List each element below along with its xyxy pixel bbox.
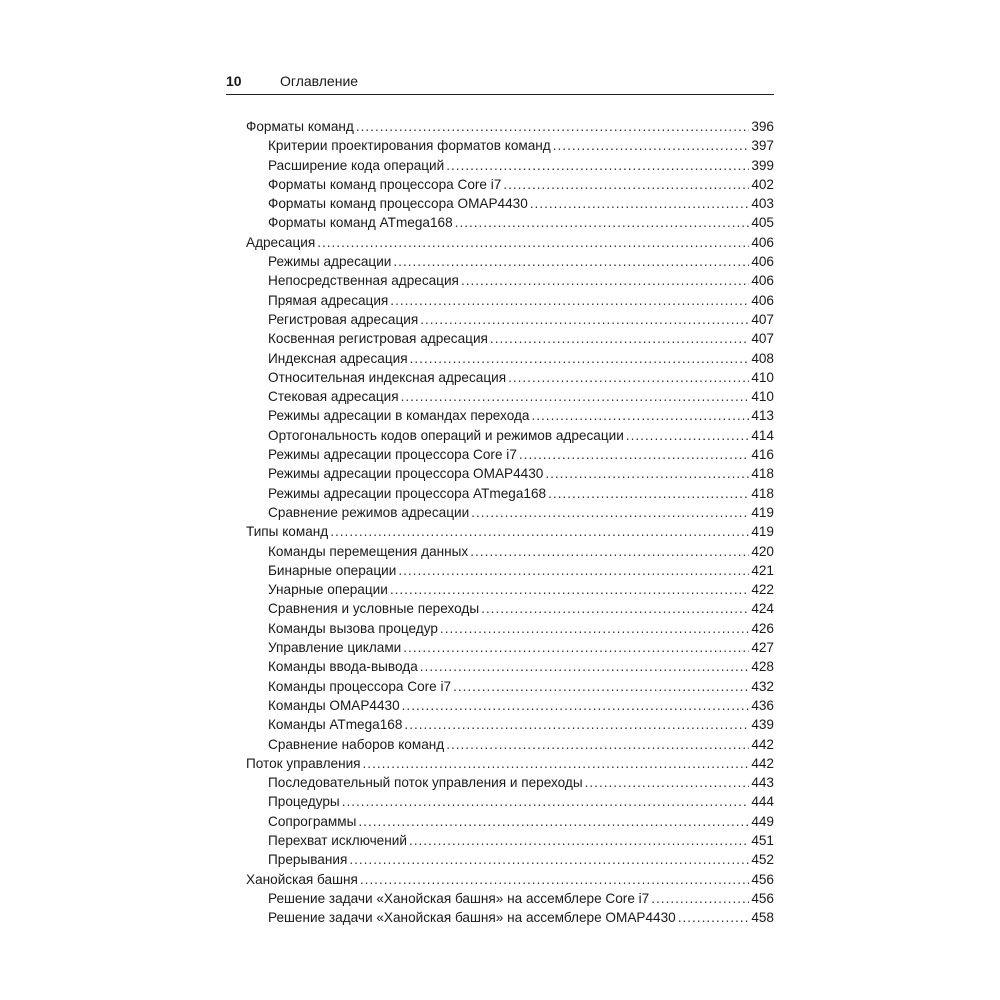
toc-entry-title: Режимы адресации процессора ATmega168 [268, 485, 547, 501]
toc-page-number: 449 [751, 813, 774, 829]
toc-page-number: 432 [751, 678, 774, 694]
dot-leader [553, 136, 750, 155]
dot-leader [342, 792, 750, 811]
toc-subentry [246, 812, 774, 831]
toc-section [246, 870, 774, 928]
dot-leader [420, 657, 750, 676]
toc-subentry [246, 406, 774, 425]
toc-entry-title: Процедуры [268, 794, 340, 810]
toc-page-number: 407 [751, 311, 774, 327]
toc-entry-title: Сравнение режимов адресации [268, 504, 470, 520]
toc-page-number: 444 [751, 794, 774, 810]
toc-page-number: 458 [751, 910, 774, 926]
toc-entry-title: Ханойская башня [246, 871, 358, 887]
dot-leader [409, 831, 749, 850]
toc-page-number: 452 [751, 852, 774, 868]
toc-subentry [246, 175, 774, 194]
dot-leader [410, 349, 750, 368]
toc-subentry [246, 619, 774, 638]
toc-subentry [246, 715, 774, 734]
toc-subentry [246, 213, 774, 232]
toc-entry-title: Решение задачи «Ханойская башня» на ассемблере OMAP4430 [268, 910, 676, 926]
toc-entry-title: Сопрограммы [268, 813, 357, 829]
toc-page-number: 413 [751, 408, 774, 424]
toc-page-number: 410 [751, 389, 774, 405]
dot-leader [519, 445, 749, 464]
toc-page-number: 456 [751, 871, 774, 887]
dot-leader [531, 406, 749, 425]
dot-leader [404, 715, 749, 734]
table-of-contents [246, 117, 774, 927]
toc-subentry [246, 387, 774, 406]
dot-leader [481, 599, 749, 618]
toc-subentry [246, 252, 774, 271]
toc-page-number: 451 [751, 832, 774, 848]
dot-leader [548, 484, 749, 503]
toc-subentry [246, 638, 774, 657]
toc-entry-title: Критерии проектирования форматов команд [268, 138, 551, 154]
dot-leader [490, 329, 749, 348]
running-title: Оглавление [280, 73, 359, 89]
toc-entry-title: Решение задачи «Ханойская башня» на ассемблере Core i7 [268, 890, 650, 906]
toc-page-number: 418 [751, 485, 774, 501]
toc-entry-title: Прямая адресация [268, 292, 389, 308]
dot-leader [403, 638, 749, 657]
toc-entry-title: Команды перемещения данных [268, 543, 469, 559]
toc-subentry [246, 136, 774, 155]
toc-entry-title: Форматы команд процессора OMAP4430 [268, 196, 528, 212]
toc-subentry [246, 773, 774, 792]
dot-leader [585, 773, 750, 792]
toc-page-number: 419 [751, 524, 774, 540]
toc-entry-title: Режимы адресации процессора OMAP4430 [268, 466, 544, 482]
toc-entry-title: Косвенная регистровая адресация [268, 331, 488, 347]
toc-subentry [246, 426, 774, 445]
toc-entry [246, 233, 774, 252]
toc-subentry [246, 908, 774, 927]
toc-page-number: 416 [751, 447, 774, 463]
toc-entry-title: Команды ввода-вывода [268, 659, 418, 675]
toc-page-number: 397 [751, 138, 774, 154]
toc-subentry [246, 329, 774, 348]
toc-entry-title: Сравнения и условные переходы [268, 601, 480, 617]
toc-page-number: 414 [751, 427, 774, 443]
toc-entry-title: Типы команд [246, 524, 329, 540]
toc-page-number: 436 [751, 697, 774, 713]
toc-page-number: 442 [751, 755, 774, 771]
toc-page-number: 418 [751, 466, 774, 482]
toc-page-number: 396 [751, 119, 774, 134]
toc-entry-title: Форматы команд ATmega168 [268, 215, 453, 231]
toc-page-number: 443 [751, 775, 774, 791]
toc-page-number: 439 [751, 717, 774, 733]
toc-entry-title: Относительная индексная адресация [268, 369, 507, 385]
toc-entry-title: Управление циклами [268, 640, 402, 656]
dot-leader [508, 368, 749, 387]
dot-leader [453, 677, 749, 696]
dot-leader [446, 735, 749, 754]
toc-entry-title: Форматы команд процессора Core i7 [268, 176, 502, 192]
dot-leader [393, 252, 749, 271]
toc-subentry [246, 561, 774, 580]
toc-page-number: 408 [751, 350, 774, 366]
dot-leader [420, 310, 749, 329]
toc-entry-title: Унарные операции [268, 582, 388, 598]
toc-page-number: 402 [751, 176, 774, 192]
toc-section [246, 754, 774, 870]
toc-page-number: 406 [751, 254, 774, 270]
toc-entry-title: Последовательный поток управления и переходы [268, 775, 583, 791]
toc-entry-title: Команды процессора Core i7 [268, 678, 452, 694]
dot-leader [317, 233, 749, 252]
toc-subentry [246, 156, 774, 175]
toc-page-number: 421 [751, 562, 774, 578]
dot-leader [471, 503, 749, 522]
toc-page-number: 442 [751, 736, 774, 752]
dot-leader [440, 619, 749, 638]
toc-subentry [246, 657, 774, 676]
toc-entry-title: Прерывания [268, 852, 348, 868]
page-number: 10 [226, 73, 242, 89]
toc-page-number: 428 [751, 659, 774, 675]
toc-entry-title: Регистровая адресация [268, 311, 419, 327]
toc-entry [246, 522, 774, 541]
toc-entry-title: Команды вызова процедур [268, 620, 438, 636]
toc-subentry [246, 271, 774, 290]
dot-leader [455, 213, 750, 232]
dot-leader [358, 812, 749, 831]
toc-entry-title: Команды OMAP4430 [268, 697, 400, 713]
toc-subentry [246, 445, 774, 464]
dot-leader [461, 271, 749, 290]
dot-leader [503, 175, 749, 194]
dot-leader [330, 522, 749, 541]
toc-entry-title: Расширение кода операций [268, 157, 445, 173]
toc-page-number: 405 [751, 215, 774, 231]
toc-page-number: 419 [751, 504, 774, 520]
toc-page-number: 406 [751, 234, 774, 250]
dot-leader [349, 850, 749, 869]
toc-page-number: 422 [751, 582, 774, 598]
toc-entry-title: Сравнение наборов команд [268, 736, 445, 752]
page-header [226, 72, 774, 95]
toc-entry-title: Перехват исключений [268, 832, 407, 848]
toc-page-number: 410 [751, 369, 774, 385]
toc-page-number: 427 [751, 640, 774, 656]
toc-subentry [246, 542, 774, 561]
dot-leader [651, 889, 749, 908]
dot-leader [356, 117, 749, 136]
toc-entry-title: Поток управления [246, 755, 361, 771]
toc-subentry [246, 696, 774, 715]
dot-leader [545, 464, 749, 483]
toc-subentry [246, 599, 774, 618]
dot-leader [401, 387, 750, 406]
toc-page-number: 406 [751, 273, 774, 289]
dot-leader [626, 426, 750, 445]
dot-leader [390, 580, 749, 599]
dot-leader [530, 194, 750, 213]
toc-subentry [246, 484, 774, 503]
toc-page-number: 403 [751, 196, 774, 212]
toc-entry-title: Режимы адресации [268, 254, 392, 270]
toc-section [246, 233, 774, 522]
toc-entry [246, 117, 774, 136]
toc-entry-title: Стековая адресация [268, 389, 399, 405]
toc-entry-title: Адресация [246, 234, 316, 250]
toc-entry [246, 870, 774, 889]
toc-entry-title: Команды ATmega168 [268, 717, 403, 733]
toc-entry-title: Бинарные операции [268, 562, 397, 578]
dot-leader [360, 870, 749, 889]
toc-subentry [246, 464, 774, 483]
toc-entry-title: Режимы адресации процессора Core i7 [268, 447, 517, 463]
toc-subentry [246, 194, 774, 213]
toc-subentry [246, 503, 774, 522]
toc-page-number: 424 [751, 601, 774, 617]
dot-leader [398, 561, 749, 580]
toc-subentry [246, 735, 774, 754]
toc-subentry [246, 850, 774, 869]
toc-page-number: 406 [751, 292, 774, 308]
toc-page-number: 420 [751, 543, 774, 559]
toc-subentry [246, 677, 774, 696]
toc-subentry [246, 889, 774, 908]
dot-leader [390, 291, 749, 310]
dot-leader [363, 754, 750, 773]
dot-leader [402, 696, 750, 715]
toc-entry-title: Индексная адресация [268, 350, 408, 366]
toc-entry-title: Режимы адресации в командах перехода [268, 408, 530, 424]
toc-entry-title: Непосредственная адресация [268, 273, 459, 289]
toc-subentry [246, 368, 774, 387]
dot-leader [446, 156, 749, 175]
toc-subentry [246, 792, 774, 811]
toc-page-number: 426 [751, 620, 774, 636]
toc-subentry [246, 291, 774, 310]
dot-leader [678, 908, 750, 927]
toc-page-number: 399 [751, 157, 774, 173]
toc-page-number: 407 [751, 331, 774, 347]
toc-section [246, 522, 774, 754]
toc-entry-title: Ортогональность кодов операций и режимов адресации [268, 427, 624, 443]
toc-subentry [246, 831, 774, 850]
toc-subentry [246, 580, 774, 599]
dot-leader [470, 542, 749, 561]
toc-page-number: 456 [751, 890, 774, 906]
toc-entry [246, 754, 774, 773]
toc-section [246, 117, 774, 233]
toc-subentry [246, 349, 774, 368]
toc-entry-title: Форматы команд [246, 119, 354, 134]
toc-subentry [246, 310, 774, 329]
